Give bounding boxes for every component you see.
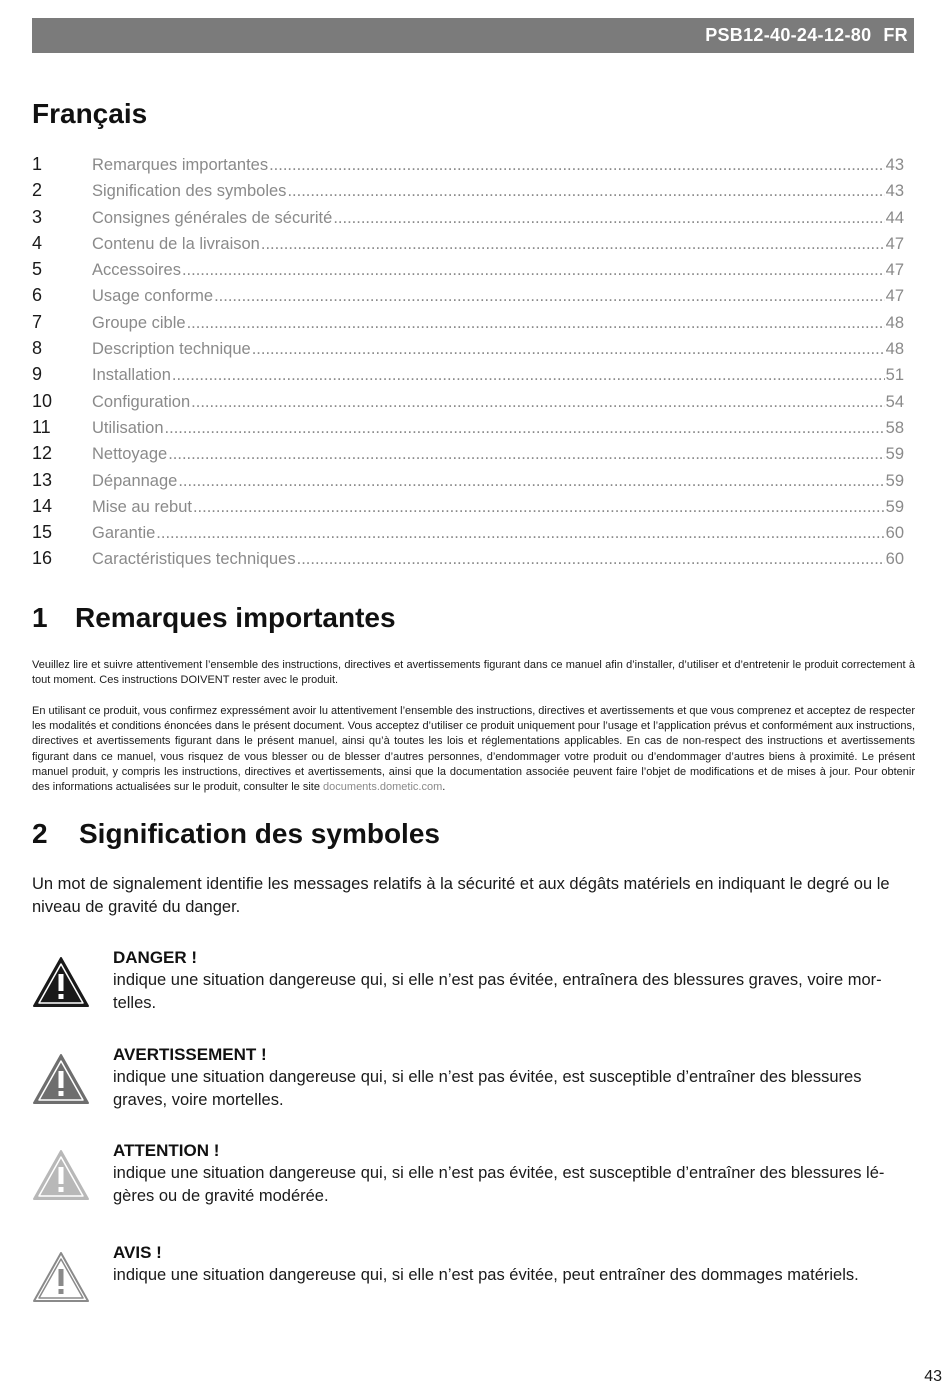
- toc-row[interactable]: [32, 285, 904, 311]
- toc-leader-dots: [182, 261, 885, 280]
- toc-leader-dots: [168, 445, 884, 464]
- toc-row[interactable]: [32, 548, 904, 574]
- toc-leader-dots: [172, 366, 885, 385]
- signal-description: indique une situation dangereuse qui, si elle n’est pas évitée, entraînera des blessures graves, voire mortelles.: [113, 971, 882, 1012]
- toc-page: 44: [885, 208, 904, 227]
- toc-page: 60: [885, 550, 904, 569]
- usage-terms-end: .: [442, 781, 446, 794]
- toc-leader-dots: [193, 498, 885, 517]
- toc-page: 51: [885, 366, 904, 385]
- toc-number: 14: [32, 495, 53, 516]
- toc-leader-dots: [214, 287, 885, 306]
- toc-leader-dots: [165, 419, 885, 438]
- toc-leader-dots: [187, 314, 885, 333]
- toc-number: 10: [32, 390, 53, 411]
- caution-warning-triangle-icon: [32, 1149, 90, 1201]
- toc-number: 3: [32, 206, 43, 227]
- section-number: 2: [32, 818, 48, 849]
- section-heading-remarques: [32, 602, 396, 634]
- toc-number: 9: [32, 364, 43, 385]
- toc-leader-dots: [252, 340, 885, 359]
- toc-number: 12: [32, 443, 53, 464]
- toc-number: 13: [32, 469, 53, 490]
- toc-title: Dépannage: [92, 471, 178, 490]
- signal-description: indique une situation dangereuse qui, si elle n’est pas évitée, peut entraîner des dommages matériels.: [113, 1266, 859, 1284]
- toc-title: Groupe cible: [92, 313, 186, 332]
- toc-title: Caractéristiques techniques: [92, 550, 296, 569]
- toc-number: 5: [32, 259, 43, 280]
- toc-leader-dots: [287, 182, 884, 201]
- toc-row[interactable]: [32, 391, 904, 417]
- toc-row[interactable]: [32, 443, 904, 469]
- toc-number: 15: [32, 522, 53, 543]
- toc-row[interactable]: [32, 417, 904, 443]
- toc-number: 11: [32, 416, 51, 437]
- toc-row[interactable]: [32, 470, 904, 496]
- signal-description: indique une situation dangereuse qui, si elle n’est pas évitée, est susceptible d’entraîner des blessures graves, voire mortelles.: [113, 1068, 862, 1109]
- toc-number: 6: [32, 285, 43, 306]
- documents-link[interactable]: documents.dometic.com: [323, 781, 443, 794]
- toc-number: 7: [32, 311, 43, 332]
- language-code: FR: [883, 25, 908, 45]
- toc-title: Accessoires: [92, 261, 181, 280]
- signal-label: DANGER !: [113, 948, 198, 967]
- toc-leader-dots: [269, 156, 885, 175]
- toc-leader-dots: [191, 393, 884, 412]
- toc-title: Utilisation: [92, 418, 164, 437]
- toc-page: 48: [885, 313, 904, 332]
- signal-description: indique une situation dangereuse qui, si elle n’est pas évitée, est susceptible d’entraîner des blessures légères ou de gravité modérée.: [113, 1164, 885, 1205]
- toc-row[interactable]: [32, 312, 904, 338]
- toc-number: 2: [32, 180, 43, 201]
- toc-leader-dots: [333, 209, 884, 228]
- toc-page: 60: [885, 524, 904, 543]
- toc-page: 59: [885, 497, 904, 516]
- toc-title: Configuration: [92, 392, 191, 411]
- toc-number: 4: [32, 232, 43, 253]
- toc-title: Consignes générales de sécurité: [92, 208, 333, 227]
- toc-title: Mise au rebut: [92, 497, 192, 516]
- toc-number: 1: [32, 154, 43, 174]
- toc-title: Contenu de la livraison: [92, 234, 260, 253]
- header-bar: [32, 18, 914, 53]
- toc-title: Usage conforme: [92, 287, 214, 306]
- toc-title: Description technique: [92, 340, 251, 359]
- toc-page: 58: [885, 418, 904, 437]
- signal-label: AVIS !: [113, 1243, 162, 1262]
- usage-terms-paragraph: [32, 704, 915, 795]
- toc-leader-dots: [156, 524, 884, 543]
- danger-warning-triangle-icon: [32, 956, 90, 1008]
- page-number: 43: [924, 1368, 942, 1385]
- toc-page: 59: [885, 471, 904, 490]
- toc-leader-dots: [178, 472, 884, 491]
- toc-row[interactable]: [32, 259, 904, 285]
- page-heading: Français: [32, 98, 148, 129]
- toc-row[interactable]: [32, 338, 904, 364]
- toc-page: 43: [885, 156, 904, 174]
- section-title: Signification des symboles: [79, 818, 440, 849]
- toc-row[interactable]: [32, 364, 904, 390]
- toc-title: Remarques importantes: [92, 156, 269, 174]
- toc-row[interactable]: [32, 233, 904, 259]
- toc-number: 8: [32, 338, 43, 359]
- toc-page: 59: [885, 445, 904, 464]
- table-of-contents: [32, 154, 904, 575]
- toc-leader-dots: [297, 550, 885, 569]
- important-notes-paragraph: Veuillez lire et suivre attentivement l’ensemble des instructions, directives et avertissements figurant dans ce manuel afin d’installer, d’utiliser et d’entretenir le produit correctement à tout moment. Ces instructions DOIVENT rester avec le produit.: [32, 659, 915, 687]
- toc-title: Garantie: [92, 524, 156, 543]
- usage-terms-text: En utilisant ce produit, vous confirmez expressément avoir lu attentivement l’ensemble des instructions, directives et avertissements et que vous comprenez et acceptez de respecter les modalités et conditions énoncées dans le présent document. Vous acceptez d’utiliser ce produit uniquement pour l’usage et l’application prévus et conformément aux instructions, directives et avertissements figurant dans le présent manuel, ainsi qu’à toutes les lois et réglementations applicables. En cas de non-respect des instructions et avertissements figurant dans ce manuel, vous risquez de vous blesser ou de blesser d’autres personnes, d’endommager votre produit ou d’endommager d’autres biens à proximité. Le présent manuel produit, y compris les instructions, directives et avertissements, ainsi que la documentation associée peuvent faire l’objet de modifications et de mises à jour. Pour obtenir des informations actualisées sur le produit, consulter le site: [32, 705, 915, 794]
- toc-page: 47: [885, 287, 904, 306]
- toc-leader-dots: [261, 235, 885, 254]
- toc-row[interactable]: [32, 154, 904, 180]
- signal-word-intro: Un mot de signalement identifie les messages relatifs à la sécurité et aux dégâts matériels en indiquant le degré ou le niveau de gravité du danger.: [32, 875, 890, 916]
- toc-title: Installation: [92, 366, 171, 385]
- section-title: Remarques importantes: [75, 602, 396, 633]
- section-heading-symboles: [32, 818, 440, 850]
- model-name: PSB12-40-24-12-80: [705, 25, 872, 45]
- toc-row[interactable]: [32, 522, 904, 548]
- toc-page: 48: [885, 340, 904, 359]
- toc-title: Signification des symboles: [92, 182, 287, 201]
- section-number: 1: [32, 602, 48, 633]
- toc-number: 16: [32, 548, 53, 569]
- toc-row[interactable]: [32, 496, 904, 522]
- toc-title: Nettoyage: [92, 445, 168, 464]
- toc-page: 43: [885, 182, 904, 201]
- toc-page: 47: [885, 261, 904, 280]
- toc-page: 54: [885, 392, 904, 411]
- toc-page: 47: [885, 234, 904, 253]
- toc-row[interactable]: [32, 207, 904, 233]
- warning-triangle-icon: [32, 1053, 90, 1105]
- toc-row[interactable]: [32, 180, 904, 206]
- signal-label: ATTENTION !: [113, 1141, 220, 1160]
- notice-warning-triangle-icon: [32, 1251, 90, 1303]
- signal-label: AVERTISSEMENT !: [113, 1045, 267, 1064]
